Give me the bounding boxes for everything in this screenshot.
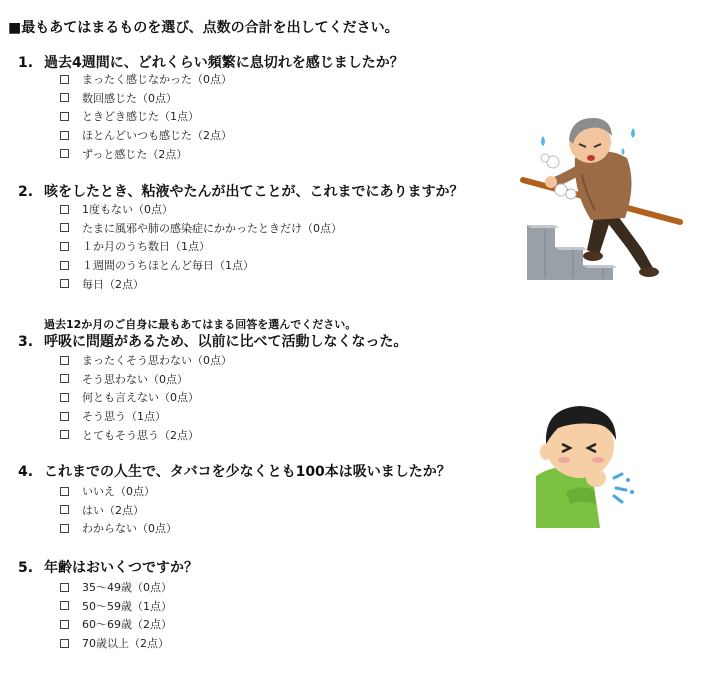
- option-item[interactable]: [60, 578, 172, 597]
- option-item[interactable]: [60, 126, 232, 145]
- option-item[interactable]: [60, 482, 177, 501]
- checkbox[interactable]: [60, 205, 69, 214]
- checkbox[interactable]: [60, 131, 69, 140]
- checkbox[interactable]: [60, 505, 69, 514]
- question-number: 4.: [18, 464, 34, 480]
- option-item[interactable]: [60, 388, 232, 407]
- question-text: 咳をしたとき、粘液やたんが出てことが、これまでにありますか？: [44, 184, 464, 200]
- question-note: 過去12か月のご自身に最もあてはまる回答を選んでください。: [44, 318, 357, 331]
- page-title: ■最もあてはまるものを選び、点数の合計を出してください。: [8, 20, 399, 36]
- checkbox[interactable]: [60, 242, 69, 251]
- checkbox[interactable]: [60, 75, 69, 84]
- option-label: まったく感じなかった（0点）: [82, 73, 232, 87]
- option-label: まったくそう思わない（0点）: [82, 354, 232, 368]
- question-number: 2.: [18, 184, 34, 200]
- sweat-drop: [631, 128, 635, 138]
- option-label: １か月のうち数日（1点）: [82, 240, 210, 254]
- option-label: そう思わない（0点）: [82, 372, 188, 386]
- checkbox[interactable]: [60, 374, 69, 383]
- option-label: 数回感じた（0点）: [82, 91, 177, 105]
- option-label: 毎日（2点）: [82, 277, 144, 291]
- question-5: [18, 557, 198, 577]
- option-item[interactable]: [60, 70, 232, 89]
- option-label: 60～69歳（2点）: [82, 618, 172, 632]
- option-item[interactable]: [60, 219, 342, 238]
- coughing-boy-illustration: [530, 400, 640, 530]
- option-label: 何とも言えない（0点）: [82, 391, 199, 405]
- option-item[interactable]: [60, 256, 342, 275]
- question-1: [18, 52, 404, 72]
- option-item[interactable]: [60, 89, 232, 108]
- options-list-3: [60, 351, 232, 444]
- cough-spray: [614, 474, 622, 478]
- question-text: 呼吸に問題があるため、以前に比べて活動しなくなった。: [44, 334, 408, 350]
- option-item[interactable]: [60, 407, 232, 426]
- checkbox[interactable]: [60, 412, 69, 421]
- option-label: わからない（0点）: [82, 522, 177, 536]
- option-item[interactable]: [60, 274, 342, 293]
- checkbox[interactable]: [60, 583, 69, 592]
- option-label: 1度もない（0点）: [82, 203, 173, 217]
- checkbox[interactable]: [60, 279, 69, 288]
- option-label: ときどき感じた（1点）: [82, 110, 199, 124]
- question-number: 5.: [18, 560, 34, 576]
- checkbox[interactable]: [60, 430, 69, 439]
- option-label: 70歳以上（2点）: [82, 637, 169, 651]
- checkbox[interactable]: [60, 112, 69, 121]
- elderly-man-stairs-illustration: [515, 100, 690, 285]
- checkbox[interactable]: [60, 487, 69, 496]
- question-2: [18, 181, 463, 201]
- option-item[interactable]: [60, 237, 342, 256]
- checkbox[interactable]: [60, 393, 69, 402]
- options-list-4: [60, 482, 177, 538]
- options-list-2: [60, 200, 342, 293]
- option-item[interactable]: [60, 634, 172, 653]
- option-item[interactable]: [60, 425, 232, 444]
- option-item[interactable]: [60, 144, 232, 163]
- options-list-5: [60, 578, 172, 652]
- option-item[interactable]: [60, 501, 177, 520]
- question-number: 1.: [18, 55, 34, 71]
- option-label: １週間のうちほとんど毎日（1点）: [82, 259, 254, 273]
- option-label: たまに風邪や肺の感染症にかかったときだけ（0点）: [82, 221, 342, 235]
- checkbox[interactable]: [60, 601, 69, 610]
- option-label: はい（2点）: [82, 503, 144, 517]
- options-list-1: [60, 70, 232, 163]
- question-3: [18, 331, 407, 351]
- checkbox[interactable]: [60, 223, 69, 232]
- option-label: とてもそう思う（2点）: [82, 428, 199, 442]
- checkbox[interactable]: [60, 620, 69, 629]
- option-item[interactable]: [60, 597, 172, 616]
- checkbox[interactable]: [60, 356, 69, 365]
- option-item[interactable]: [60, 519, 177, 538]
- question-4: [18, 461, 451, 481]
- option-item[interactable]: [60, 615, 172, 634]
- checkbox[interactable]: [60, 261, 69, 270]
- option-label: 35～49歳（0点）: [82, 581, 172, 595]
- option-label: ずっと感じた（2点）: [82, 147, 188, 161]
- option-label: いいえ（0点）: [82, 485, 155, 499]
- option-item[interactable]: [60, 200, 342, 219]
- question-number: 3.: [18, 334, 34, 350]
- option-label: そう思う（1点）: [82, 410, 166, 424]
- question-text: 年齢はおいくつですか？: [44, 560, 198, 576]
- checkbox[interactable]: [60, 93, 69, 102]
- question-text: 過去4週間に、どれくらい頻繁に息切れを感じましたか？: [44, 55, 404, 71]
- option-label: ほとんどいつも感じた（2点）: [82, 129, 232, 143]
- checkbox[interactable]: [60, 149, 69, 158]
- option-label: 50～59歳（1点）: [82, 599, 172, 613]
- option-item[interactable]: [60, 107, 232, 126]
- question-text: これまでの人生で、タバコを少なくとも100本は吸いましたか？: [44, 464, 451, 480]
- option-item[interactable]: [60, 351, 232, 370]
- checkbox[interactable]: [60, 639, 69, 648]
- checkbox[interactable]: [60, 524, 69, 533]
- option-item[interactable]: [60, 370, 232, 389]
